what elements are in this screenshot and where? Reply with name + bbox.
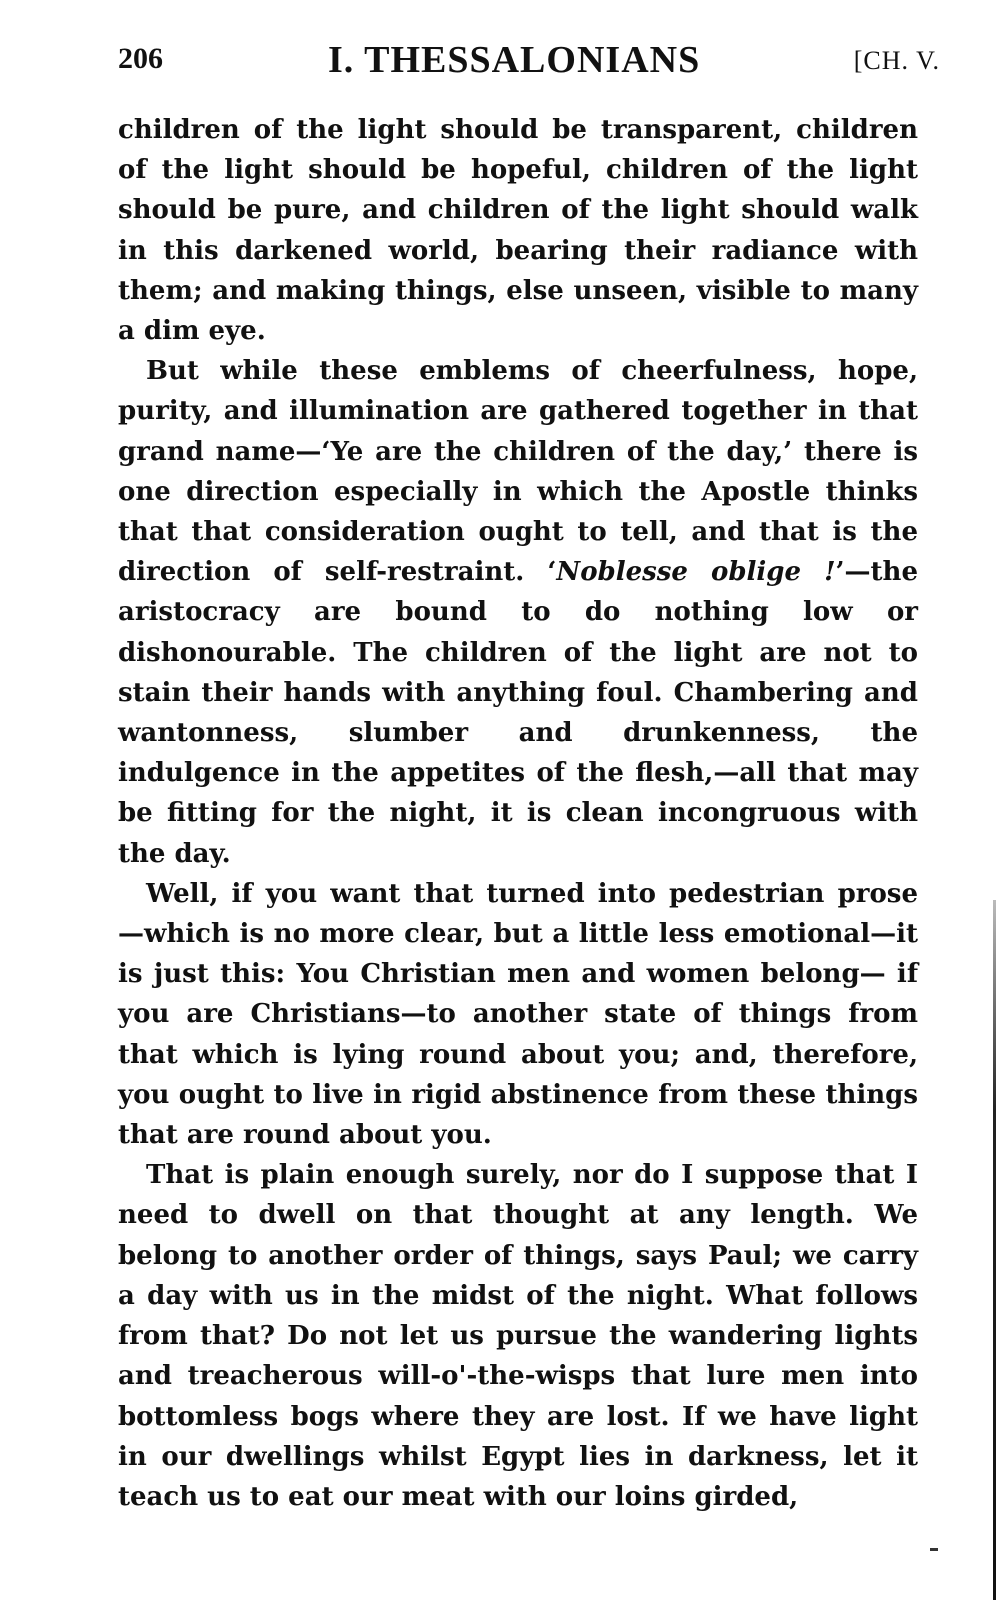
paragraph-2-italic-phrase: Noblesse oblige ! (556, 557, 836, 588)
scan-edge-line (993, 900, 996, 1600)
running-header (118, 38, 940, 88)
paragraph-4-text: That is plain enough surely, nor do I suppose that I need to dwell on that thought at any length. We belong to another order of things, says Paul; we carry a day with us in the midst of the night. What follows from that? Do not let us pursue the wandering lights and treacherous will-o'-the-wisps that lure men into bottomless bogs where they are lost. If we have light in our dwellings whilst Egypt lies in darkness, let it teach us to eat our meat with our loins girded, (118, 1160, 918, 1512)
paragraph-3 (118, 874, 918, 1155)
scan-speck (930, 1548, 938, 1551)
paragraph-2-text-after: ’—the aristocracy are bound to do nothing low or dishonourable. The children of the light are not to stain their hands with anything foul. Chambering and wantonness, slumber and drunkenness, the indulgence in the appetites of the flesh,—all that may be fitting for the night, it is clean incongruous with the day. (118, 557, 918, 869)
running-title: I. THESSALONIANS (328, 39, 701, 81)
paragraph-3-text: Well, if you want that turned into pedestrian prose —which is no more clear, but a little less emotional—it is just this: You Christian men and women belong— if you are Christians—to another state of things from that which is lying round about you; and, therefore, you ought to live in rigid abstinence from these things that are round about you. (118, 878, 918, 1151)
chapter-reference: [CH. V. (853, 46, 940, 75)
page-number: 206 (118, 42, 163, 75)
paragraph-1 (118, 110, 918, 351)
paragraph-2 (118, 351, 918, 874)
paragraph-1-text: children of the light should be transparent, children of the light should be hopeful, children of the light should be pure, and children of the light should walk in this darkened world, bearing their radiance with them; and making things, else unseen, visible to many a dim eye. (118, 115, 918, 347)
body-text (118, 110, 918, 1517)
paragraph-4 (118, 1155, 918, 1517)
paragraph-2-text-before: But while these emblems of cheerfulness, hope, purity, and illumination are gathered together in that grand name—‘Ye are the children of the day,’ there is one direction especially in which the Apostle thinks that that consideration ought to tell, and that is the direction of self-restraint. ‘ (118, 356, 918, 588)
